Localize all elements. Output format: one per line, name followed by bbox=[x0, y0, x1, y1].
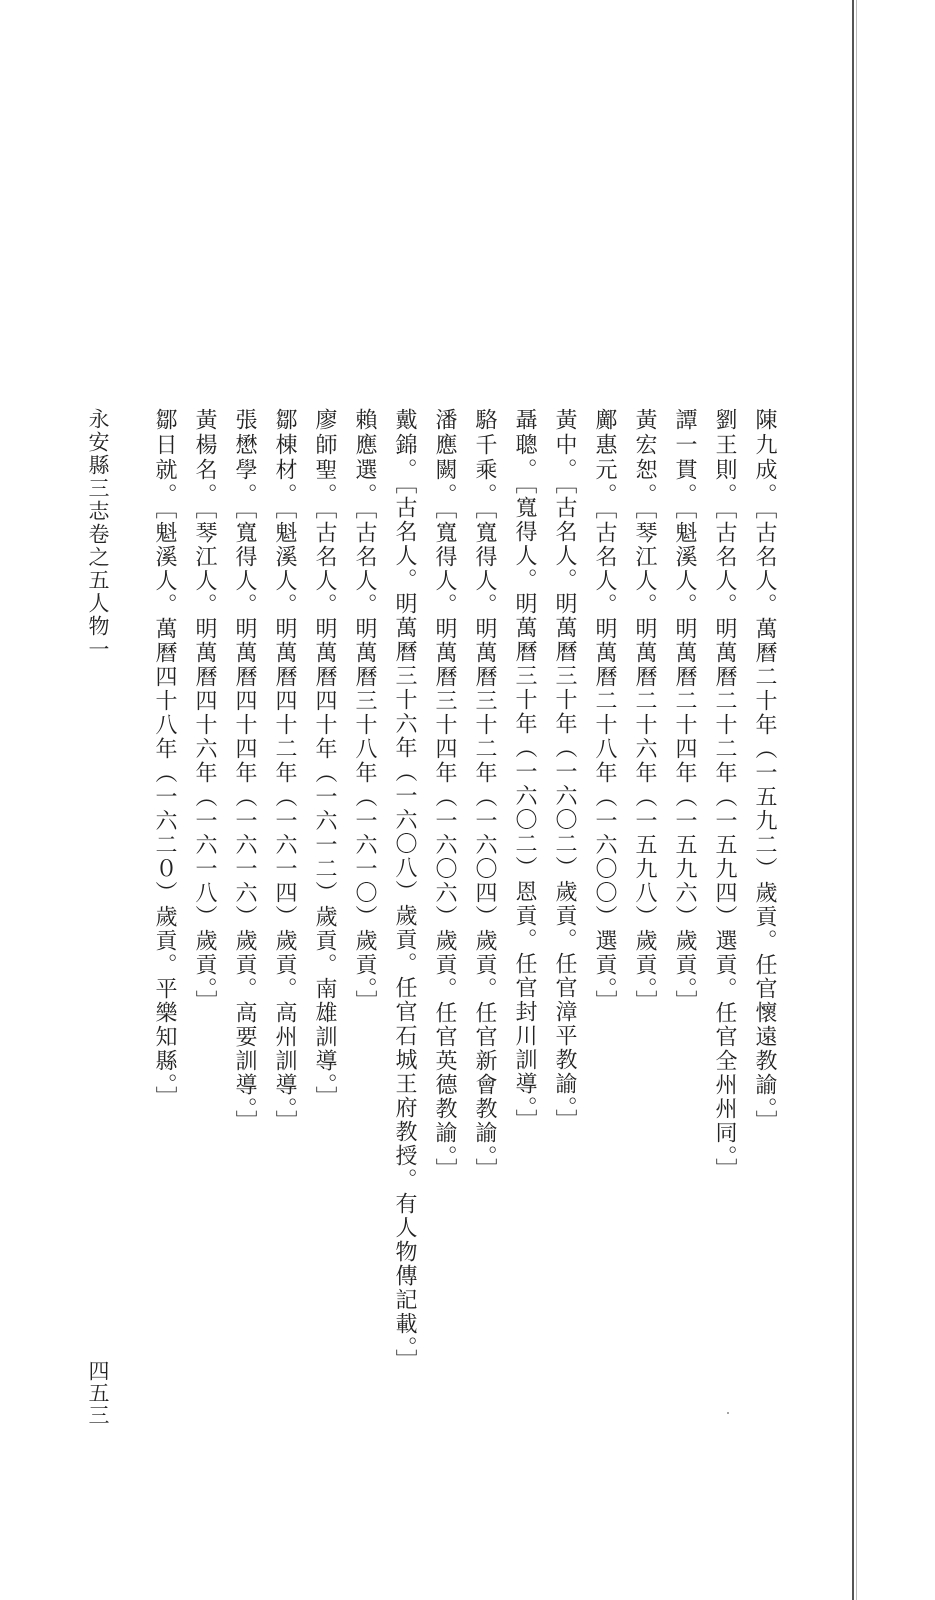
entry-zou-dongcai bbox=[273, 408, 295, 1373]
entry-nie-cong bbox=[513, 408, 535, 1373]
entry-detail: ［寬得人。明萬曆三十年（一六〇二）恩貢。任官封川訓導。］ bbox=[512, 483, 537, 1133]
page-edge-shadow bbox=[856, 0, 857, 1600]
book-title: 永安縣三志卷之五 bbox=[86, 408, 110, 592]
page-edge-line bbox=[852, 0, 854, 1600]
entry-detail: ［魁溪人。萬曆四十八年（一六二０）歲貢。平樂知縣。］ bbox=[152, 508, 177, 1110]
entry-name: 譚一貫。 bbox=[672, 408, 697, 508]
running-header bbox=[87, 408, 108, 661]
entry-detail: ［古名人。明萬曆二十二年（一五九四）選貢。任官全州州同。］ bbox=[712, 508, 737, 1182]
entries-list bbox=[153, 408, 775, 1373]
entry-name: 聶聰。 bbox=[512, 408, 537, 483]
entry-dai-jin bbox=[393, 408, 415, 1373]
entry-name: 黃楊名。 bbox=[192, 408, 217, 508]
entry-name: 鄒棟材。 bbox=[272, 408, 297, 508]
entry-name: 賴應選。 bbox=[352, 408, 377, 508]
page-number: 四五三 bbox=[86, 1360, 110, 1426]
entry-huang-yangming bbox=[193, 408, 215, 1373]
section-title: 人物一 bbox=[86, 592, 110, 661]
entry-name: 戴錦。 bbox=[392, 408, 417, 483]
entry-luo-qiansheng bbox=[473, 408, 495, 1373]
entry-name: 黃中。 bbox=[552, 408, 577, 483]
entry-lai-yingxuan bbox=[353, 408, 375, 1373]
entry-detail: ［古名人。萬曆二十年（一五九二）歲貢。任官懷遠教諭。］ bbox=[752, 508, 777, 1134]
entry-pan-yingque bbox=[433, 408, 455, 1373]
entry-detail: ［魁溪人。明萬曆二十四年（一五九六）歲貢。］ bbox=[672, 508, 697, 1014]
entry-detail: ［古名人。明萬曆四十年（一六一二）歲貢。南雄訓導。］ bbox=[312, 508, 337, 1110]
entry-detail: ［古名人。明萬曆三十八年（一六一〇）歲貢。］ bbox=[352, 508, 377, 1014]
entry-detail: ［寬得人。明萬曆三十四年（一六〇六）歲貢。任官英德教諭。］ bbox=[432, 508, 457, 1182]
entry-name: 鄺惠元。 bbox=[592, 408, 617, 508]
entry-name: 劉王則。 bbox=[712, 408, 737, 508]
entry-zou-rijiu bbox=[153, 408, 175, 1373]
entry-name: 廖師聖。 bbox=[312, 408, 337, 508]
entry-detail: ［古名人。明萬曆二十八年（一六〇〇）選貢。］ bbox=[592, 508, 617, 1014]
entry-liu-wangze bbox=[713, 408, 735, 1373]
entry-tan-yiguan bbox=[673, 408, 695, 1373]
entry-kuang-huiyuan bbox=[593, 408, 615, 1373]
entry-name: 黃宏恕。 bbox=[632, 408, 657, 508]
entry-name: 陳九成。 bbox=[752, 408, 777, 508]
entry-detail: ［古名人。明萬曆三十六年（一六〇八）歲貢。任官石城王府教授。有人物傳記載。］ bbox=[392, 483, 417, 1373]
entry-name: 鄒日就。 bbox=[152, 408, 177, 508]
scan-speck bbox=[727, 1412, 729, 1414]
entry-detail: ［魁溪人。明萬曆四十二年（一六一四）歲貢。高州訓導。］ bbox=[272, 508, 297, 1134]
entry-huang-hongshu bbox=[633, 408, 655, 1373]
entry-zhang-maoxue bbox=[233, 408, 255, 1373]
entry-detail: ［琴江人。明萬曆四十六年（一六一八）歲貢。］ bbox=[192, 508, 217, 1014]
entry-detail: ［琴江人。明萬曆二十六年（一五九八）歲貢。］ bbox=[632, 508, 657, 1014]
entry-huang-zhong bbox=[553, 408, 575, 1373]
entry-detail: ［寬得人。明萬曆四十四年（一六一六）歲貢。高要訓導。］ bbox=[232, 508, 257, 1134]
entry-detail: ［寬得人。明萬曆三十二年（一六〇四）歲貢。任官新會教諭。］ bbox=[472, 508, 497, 1182]
entry-name: 張懋學。 bbox=[232, 408, 257, 508]
entry-detail: ［古名人。明萬曆三十年（一六〇二）歲貢。任官漳平教諭。］ bbox=[552, 483, 577, 1133]
entry-liao-shisheng bbox=[313, 408, 335, 1373]
entry-name: 潘應闕。 bbox=[432, 408, 457, 508]
entry-chen-jiucheng bbox=[753, 408, 775, 1373]
entry-name: 駱千乘。 bbox=[472, 408, 497, 508]
